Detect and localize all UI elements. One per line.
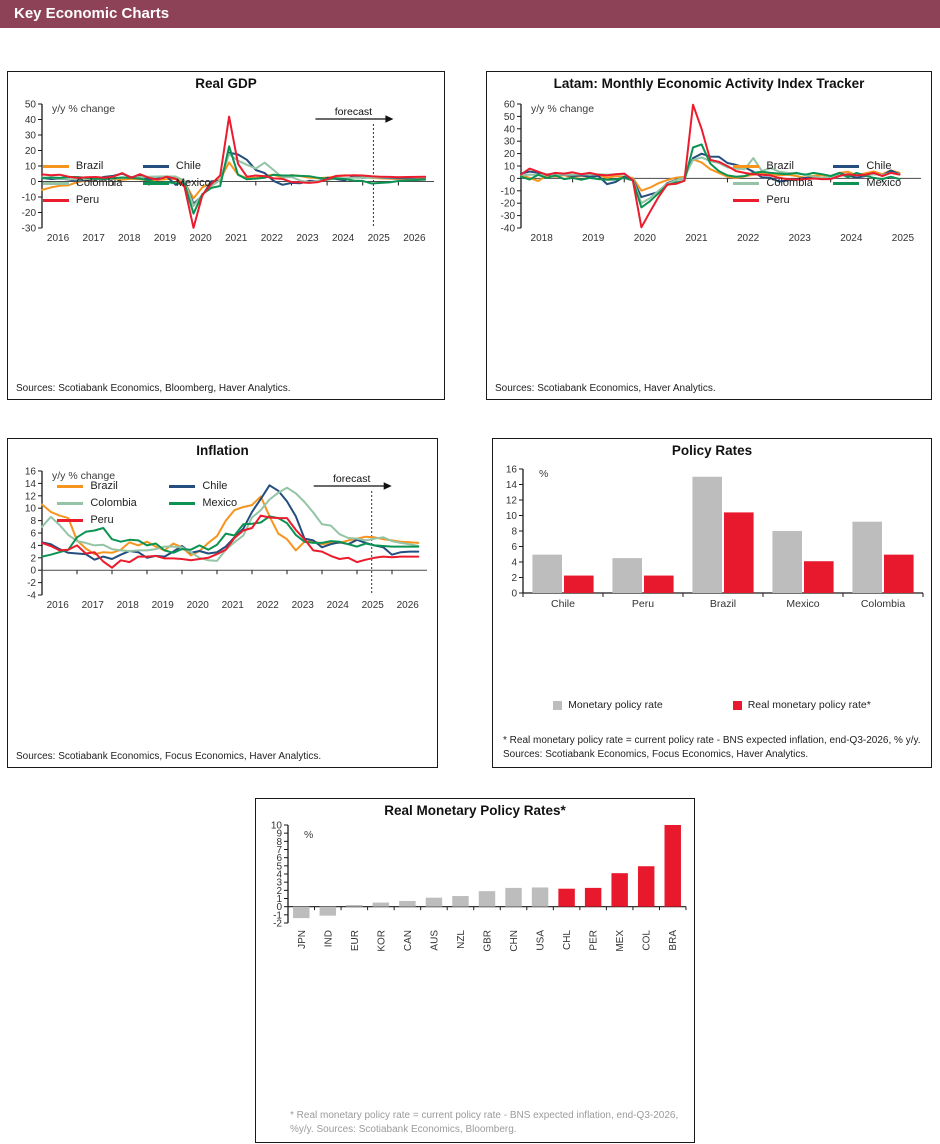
category-label: Brazil — [709, 598, 737, 610]
y-tick-label: 30 — [24, 130, 36, 142]
chart-title: Policy Rates — [671, 443, 753, 458]
forecast-label: forecast — [333, 473, 371, 485]
x-tick-label: 2017 — [82, 233, 105, 244]
bar-can — [399, 901, 415, 907]
x-tick-label: 2022 — [736, 233, 760, 244]
legend-swatch — [833, 165, 859, 168]
category-label: CHN — [509, 930, 521, 952]
y-tick-label: 16 — [505, 464, 517, 476]
legend-item-chile — [169, 480, 237, 492]
y-tick-label: -10 — [500, 186, 515, 198]
page-title: Key Economic Charts — [14, 5, 170, 22]
legend-label: Colombia — [766, 177, 813, 190]
bar-mexico-real — [804, 561, 834, 593]
legend-label: Chile — [175, 160, 201, 173]
legend-item-mexico — [169, 497, 237, 509]
legend-swatch — [43, 165, 69, 168]
legend-label: Colombia — [90, 497, 137, 509]
legend-label: Peru — [75, 194, 100, 207]
legend-swatch — [43, 182, 69, 185]
x-tick-label: 2023 — [291, 600, 314, 611]
y-tick-label: 20 — [503, 149, 515, 161]
legend — [57, 480, 237, 526]
legend-swatch — [57, 485, 83, 488]
bar-gbr — [479, 891, 495, 907]
y-tick-label: 6 — [511, 542, 517, 553]
y-tick-label: -4 — [27, 590, 36, 602]
x-tick-label: 2025 — [891, 233, 915, 244]
bar-brazil-real — [724, 512, 754, 593]
legend-item-mexico — [143, 177, 211, 189]
real-monetary-policy-rates-chart — [255, 798, 695, 1143]
y-tick-label: -30 — [500, 211, 515, 223]
y-axis-unit-label: y/y % change — [52, 103, 116, 115]
y-tick-label: 2 — [511, 573, 517, 584]
category-label: Colombia — [860, 598, 906, 610]
x-tick-label: 2021 — [221, 600, 244, 611]
y-tick-label: 0 — [30, 177, 36, 188]
y-tick-label: 40 — [24, 115, 36, 126]
category-label: CHL — [562, 930, 574, 951]
x-tick-label: 2023 — [788, 233, 811, 244]
category-label: JPN — [296, 930, 308, 949]
y-tick-label: 2 — [30, 553, 36, 565]
legend-item-monetary-policy-rate — [553, 699, 663, 711]
bar-mexico-nominal — [772, 531, 802, 593]
legend-swatch — [169, 485, 195, 488]
bar-aus — [426, 898, 442, 907]
x-tick-label: 2024 — [326, 600, 349, 611]
plot-area — [493, 461, 931, 611]
y-tick-label: 10 — [270, 820, 282, 832]
bar-colombia-real — [884, 555, 914, 593]
x-tick-label: 2016 — [46, 233, 70, 244]
y-tick-label: 7 — [276, 845, 282, 856]
y-tick-label: -20 — [21, 208, 36, 219]
y-tick-label: 6 — [30, 528, 36, 540]
x-tick-label: 2020 — [186, 600, 209, 611]
y-tick-label: 5 — [276, 861, 282, 873]
bar-chile-nominal — [532, 555, 562, 593]
legend-label: Brazil — [90, 480, 118, 492]
category-label: Mexico — [786, 598, 820, 610]
x-tick-label: 2020 — [189, 233, 212, 244]
legend-swatch — [833, 182, 859, 185]
legend-swatch — [57, 519, 83, 522]
legend-item-chile — [143, 160, 211, 172]
bar-colombia-nominal — [852, 522, 882, 593]
sources-note: Sources: Scotiabank Economics, Haver Analytics. — [495, 383, 716, 394]
y-tick-label: 40 — [503, 124, 515, 136]
legend-swatch — [43, 199, 69, 202]
category-label: KOR — [376, 930, 388, 952]
legend-item-mexico — [833, 177, 901, 189]
legend-label: Monetary policy rate — [568, 699, 663, 711]
legend-item-real-monetary-policy-rate- — [733, 699, 871, 711]
bar-mex — [611, 873, 627, 906]
legend-item-colombia — [733, 177, 833, 189]
bar-peru-nominal — [612, 558, 642, 593]
forecast-arrowhead — [384, 482, 392, 490]
bar-jpn — [293, 907, 309, 918]
y-tick-label: 16 — [24, 466, 36, 478]
x-tick-label: 2026 — [403, 233, 426, 244]
y-tick-label: 60 — [503, 99, 515, 111]
sources-note: Sources: Scotiabank Economics, Focus Economics, Haver Analytics. — [503, 748, 809, 760]
chart-title: Inflation — [196, 443, 249, 458]
y-tick-label: 10 — [503, 161, 515, 173]
y-tick-label: -10 — [21, 192, 36, 204]
y-tick-label: 4 — [276, 869, 282, 881]
bar-per — [585, 888, 601, 907]
x-tick-label: 2019 — [153, 233, 177, 244]
x-tick-label: 2022 — [256, 600, 279, 611]
legend-swatch — [733, 199, 759, 202]
y-tick-label: 1 — [276, 894, 282, 905]
bar-peru-real — [644, 576, 674, 593]
x-tick-label: 2026 — [396, 600, 419, 611]
y-axis-unit-label: % — [539, 468, 549, 480]
x-tick-label: 2023 — [296, 233, 319, 244]
y-axis-unit-label: y/y % change — [531, 103, 595, 115]
real-gdp-chart — [7, 71, 445, 400]
y-tick-label: 50 — [24, 99, 36, 111]
chart-footnote: * Real monetary policy rate = current policy rate - BNS expected inflation, end-Q3-2026, %y/y. Sources: Scotiabank Economics, Bloomberg. — [290, 1110, 679, 1135]
legend-label: Mexico — [175, 177, 211, 190]
y-tick-label: 10 — [24, 161, 36, 173]
x-tick-label: 2020 — [633, 233, 656, 244]
x-tick-label: 2019 — [151, 600, 174, 611]
legend — [493, 699, 931, 711]
category-label: GBR — [482, 930, 494, 952]
category-label: NZL — [455, 930, 467, 949]
x-tick-label: 2018 — [116, 600, 139, 611]
legend-label: Peru — [90, 514, 114, 526]
legend-item-peru — [733, 194, 833, 206]
legend-item-peru — [43, 194, 143, 206]
legend-item-colombia — [57, 497, 169, 509]
y-tick-label: 0 — [30, 565, 36, 577]
category-label: MEX — [615, 930, 627, 952]
page-header — [0, 0, 940, 28]
y-tick-label: 4 — [30, 540, 36, 552]
legend-swatch — [169, 502, 195, 505]
legend-swatch — [733, 701, 742, 710]
y-tick-label: 12 — [24, 491, 36, 503]
y-axis-unit-label: y/y % change — [52, 470, 116, 482]
legend-swatch — [733, 165, 759, 168]
y-tick-label: 0 — [511, 588, 517, 600]
category-label: AUS — [429, 930, 441, 951]
footnote-text: * Real monetary policy rate = current policy rate - BNS expected inflation, end-Q3-2026, % y/y. — [503, 735, 921, 746]
x-tick-label: 2021 — [225, 233, 248, 244]
x-tick-label: 2024 — [840, 233, 863, 244]
category-label: COL — [641, 930, 653, 951]
y-tick-label: 4 — [511, 557, 517, 569]
sources-note: Sources: Scotiabank Economics, Bloomberg, Haver Analytics. — [16, 383, 291, 394]
category-label: PER — [588, 930, 600, 951]
y-tick-label: 10 — [24, 503, 36, 515]
chart-title: Real GDP — [195, 76, 257, 91]
x-tick-label: 2024 — [332, 233, 355, 244]
y-tick-label: 9 — [276, 828, 282, 840]
y-tick-label: 8 — [276, 836, 282, 848]
inflation-chart — [7, 438, 438, 768]
bar-kor — [373, 903, 389, 907]
legend-label: Peru — [766, 194, 790, 207]
legend-label: Mexico — [866, 177, 902, 190]
x-tick-label: 2016 — [46, 600, 69, 611]
category-label: Peru — [631, 598, 655, 610]
category-label: USA — [535, 930, 547, 951]
x-tick-label: 2018 — [118, 233, 141, 244]
forecast-label: forecast — [334, 106, 373, 118]
legend-item-colombia — [43, 177, 143, 189]
x-tick-label: 2017 — [81, 600, 104, 611]
y-tick-label: 30 — [503, 136, 515, 148]
y-tick-label: 0 — [276, 902, 282, 914]
y-tick-label: -2 — [273, 918, 282, 930]
chart-footnote — [503, 734, 921, 761]
legend — [43, 160, 211, 206]
legend-item-brazil — [43, 160, 143, 172]
y-tick-label: -1 — [273, 910, 282, 922]
x-tick-label: 2025 — [367, 233, 390, 244]
y-tick-label: 6 — [276, 853, 282, 865]
bar-chn — [505, 888, 521, 907]
activity-index-chart — [486, 71, 932, 400]
legend-swatch — [143, 182, 169, 185]
y-tick-label: 50 — [503, 111, 515, 123]
legend-item-peru — [57, 514, 169, 526]
bar-col — [638, 866, 654, 906]
bar-usa — [532, 887, 548, 906]
y-tick-label: 0 — [509, 173, 515, 185]
bar-chile-real — [564, 576, 594, 593]
forecast-arrowhead — [385, 115, 393, 123]
legend-label: Chile — [866, 160, 892, 173]
legend-swatch — [143, 165, 169, 168]
legend-label: Colombia — [75, 177, 123, 190]
x-tick-label: 2025 — [361, 600, 384, 611]
y-axis-unit-label: % — [304, 829, 314, 841]
policy-rates-chart — [492, 438, 932, 768]
plot-area — [256, 819, 694, 969]
y-tick-label: -30 — [21, 223, 36, 235]
category-label: BRA — [668, 930, 680, 951]
legend-label: Real monetary policy rate* — [747, 699, 871, 711]
legend-label: Brazil — [75, 160, 104, 173]
y-tick-label: 14 — [505, 480, 517, 491]
sources-note: Sources: Scotiabank Economics, Focus Economics, Haver Analytics. — [16, 751, 322, 762]
bar-bra — [665, 825, 681, 907]
y-tick-label: 3 — [276, 877, 282, 889]
chart-title: Real Monetary Policy Rates* — [384, 803, 566, 818]
y-tick-label: 10 — [505, 511, 517, 522]
legend-label: Mexico — [202, 497, 238, 509]
bar-nzl — [452, 896, 468, 907]
x-tick-label: 2019 — [582, 233, 605, 244]
bar-chl — [558, 889, 574, 907]
y-tick-label: -2 — [27, 578, 36, 590]
legend-label: Chile — [202, 480, 228, 492]
bar-brazil-nominal — [692, 477, 722, 593]
legend-label: Brazil — [766, 160, 794, 173]
legend-swatch — [57, 502, 83, 505]
y-tick-label: -40 — [500, 223, 515, 235]
legend-swatch — [553, 701, 562, 710]
y-tick-label: 14 — [24, 478, 36, 490]
y-tick-label: -20 — [500, 198, 515, 210]
x-tick-label: 2018 — [530, 233, 553, 244]
bar-eur — [346, 905, 362, 907]
bar-ind — [320, 907, 336, 916]
category-label: Chile — [551, 598, 575, 610]
y-tick-label: 8 — [511, 526, 517, 538]
legend-item-chile — [833, 160, 901, 172]
y-tick-label: 8 — [30, 516, 36, 528]
legend-item-brazil — [57, 480, 169, 492]
legend-item-brazil — [733, 160, 833, 172]
category-label: IND — [323, 930, 335, 948]
category-label: EUR — [349, 930, 361, 952]
chart-title: Latam: Monthly Economic Activity Index Tracker — [553, 76, 865, 91]
y-tick-label: 20 — [24, 146, 36, 157]
legend-swatch — [733, 182, 759, 185]
y-tick-label: 12 — [505, 495, 517, 507]
legend — [733, 160, 901, 206]
category-label: CAN — [402, 930, 414, 952]
x-tick-label: 2022 — [260, 233, 283, 244]
x-tick-label: 2021 — [685, 233, 708, 244]
y-tick-label: 2 — [276, 885, 282, 897]
